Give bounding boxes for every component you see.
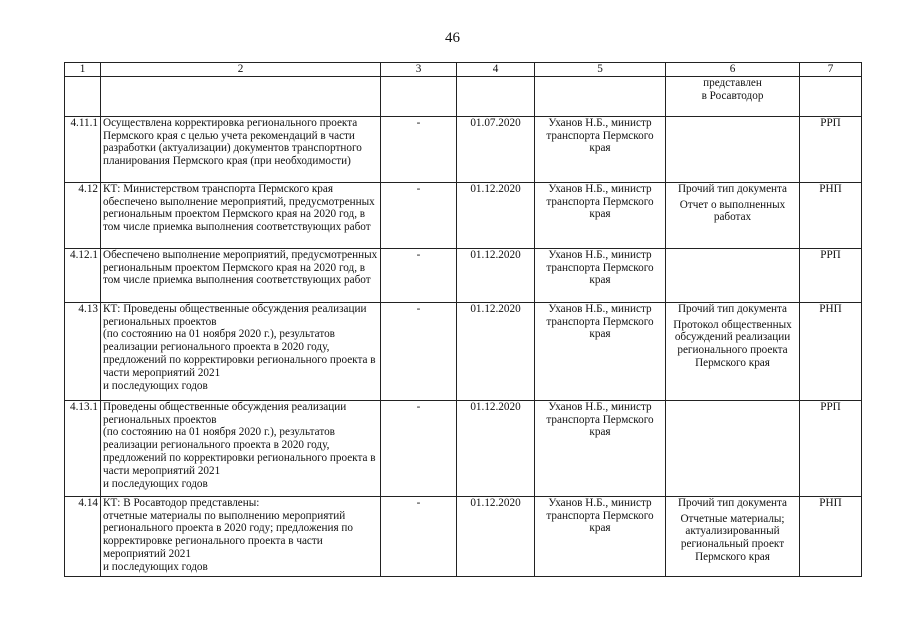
row-id: 4.11.1 xyxy=(65,116,101,182)
row-code: РНП xyxy=(800,182,862,248)
header-cell: 2 xyxy=(101,63,381,77)
row-dash: - xyxy=(381,496,457,576)
row-dash: - xyxy=(381,400,457,496)
carry-over-row xyxy=(65,76,862,116)
document-cell: представлен в Росавтодор xyxy=(666,76,800,116)
row-description: КТ: Министерством транспорта Пермского края обеспечено выполнение мероприятий, предусмотренных региональным проектом Пермского края на 2020 год, в том числе приемка выполнения соответствующих работ xyxy=(101,182,381,248)
table-row xyxy=(65,248,862,302)
row-code: РРП xyxy=(800,116,862,182)
responsible-cell xyxy=(535,76,666,116)
row-document xyxy=(666,496,800,576)
table-row xyxy=(65,302,862,400)
row-document xyxy=(666,302,800,400)
row-id: 4.14 xyxy=(65,496,101,576)
row-description: Осуществлена корректировка регионального проекта Пермского края с целью учета рекомендаций в части разработки (актуализации) документов транспортного планирования Пермского края (при необходимости) xyxy=(101,116,381,182)
header-cell: 5 xyxy=(535,63,666,77)
header-cell: 6 xyxy=(666,63,800,77)
document-name: Протокол общественных обсуждений реализации регионального проекта Пермского края xyxy=(673,318,792,369)
row-date: 01.12.2020 xyxy=(457,496,535,576)
row-description: Обеспечено выполнение мероприятий, предусмотренных региональным проектом Пермского края на 2020 год, в том числе приемка выполнения соответствующих работ xyxy=(101,248,381,302)
row-code: РНП xyxy=(800,302,862,400)
row-date: 01.12.2020 xyxy=(457,400,535,496)
row-code: РНП xyxy=(800,496,862,576)
plan-table xyxy=(64,62,862,577)
document-type: Прочий тип документа xyxy=(677,302,788,315)
header-cell: 3 xyxy=(381,63,457,77)
row-document xyxy=(666,400,800,496)
row-code: РРП xyxy=(800,400,862,496)
document-name: Отчет о выполненных работах xyxy=(679,198,786,224)
row-responsible: Уханов Н.Б., министр транспорта Пермского края xyxy=(535,116,666,182)
code-cell xyxy=(800,76,862,116)
row-dash: - xyxy=(381,248,457,302)
header-cell: 7 xyxy=(800,63,862,77)
document-name: Отчетные материалы; актуализированный региональный проект Пермского края xyxy=(680,512,785,563)
row-id: 4.13.1 xyxy=(65,400,101,496)
dash-cell xyxy=(381,76,457,116)
row-responsible: Уханов Н.Б., министр транспорта Пермского края xyxy=(535,182,666,248)
row-id: 4.12.1 xyxy=(65,248,101,302)
row-description: КТ: В Росавтодор представлены: отчетные материалы по выполнению мероприятий регионального проекта в 2020 году; предложения по корректировке регионального проекта в части мероприятий 2021 и последующих годов xyxy=(101,496,381,576)
row-dash: - xyxy=(381,302,457,400)
header-cell: 4 xyxy=(457,63,535,77)
row-description: КТ: Проведены общественные обсуждения реализации региональных проектов (по состоянию на 01 ноября 2020 г.), результатов реализации регионального проекта в 2020 году, предложений по корректировки регионального проекта в части мероприятий 2021 и последующих годов xyxy=(101,302,381,400)
row-date: 01.07.2020 xyxy=(457,116,535,182)
header-cell: 1 xyxy=(65,63,101,77)
id-cell xyxy=(65,76,101,116)
table-row xyxy=(65,116,862,182)
row-responsible: Уханов Н.Б., министр транспорта Пермского края xyxy=(535,496,666,576)
row-responsible: Уханов Н.Б., министр транспорта Пермского края xyxy=(535,400,666,496)
date-cell xyxy=(457,76,535,116)
row-dash: - xyxy=(381,116,457,182)
row-date: 01.12.2020 xyxy=(457,182,535,248)
row-code: РРП xyxy=(800,248,862,302)
table-row xyxy=(65,400,862,496)
row-description: Проведены общественные обсуждения реализации региональных проектов (по состоянию на 01 ноября 2020 г.), результатов реализации регионального проекта в 2020 году, предложений по корректировки регионального проекта в части мероприятий 2021 и последующих годов xyxy=(101,400,381,496)
description-cell xyxy=(101,76,381,116)
row-responsible: Уханов Н.Б., министр транспорта Пермского края xyxy=(535,302,666,400)
row-dash: - xyxy=(381,182,457,248)
table-row xyxy=(65,496,862,576)
row-responsible: Уханов Н.Б., министр транспорта Пермского края xyxy=(535,248,666,302)
row-date: 01.12.2020 xyxy=(457,302,535,400)
table-row xyxy=(65,182,862,248)
row-id: 4.13 xyxy=(65,302,101,400)
row-document xyxy=(666,182,800,248)
document-type: Прочий тип документа xyxy=(677,496,788,509)
header-row xyxy=(65,63,862,77)
row-id: 4.12 xyxy=(65,182,101,248)
row-document xyxy=(666,116,800,182)
row-date: 01.12.2020 xyxy=(457,248,535,302)
document-type: Прочий тип документа xyxy=(677,182,788,195)
row-document xyxy=(666,248,800,302)
page-number: 46 xyxy=(445,30,460,46)
